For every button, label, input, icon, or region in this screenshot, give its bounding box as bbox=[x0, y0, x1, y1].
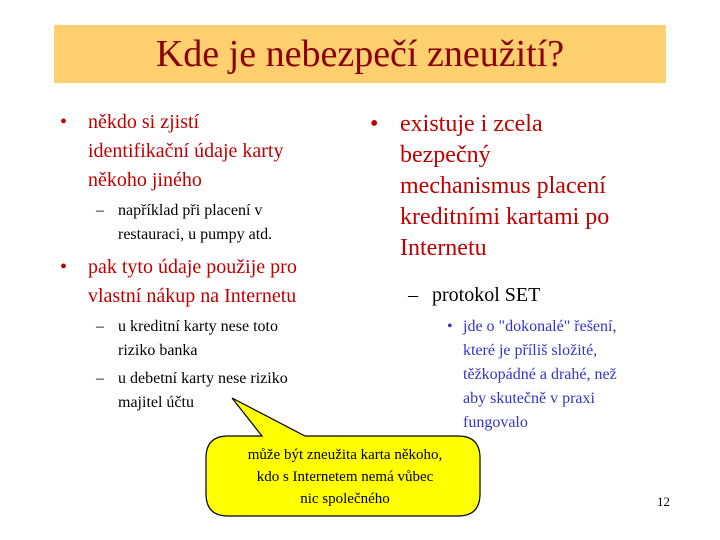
bullet-line: vlastní nákup na Internetu bbox=[88, 285, 297, 307]
page-number: 12 bbox=[657, 494, 670, 509]
bullet-line: mechanismus placení bbox=[400, 173, 606, 199]
bullet-line: těžkopádné a drahé, než bbox=[463, 366, 617, 383]
callout-line: nic společného bbox=[300, 491, 390, 507]
bullet-line: kreditními kartami po bbox=[400, 204, 610, 230]
bullet-line: fungovalo bbox=[463, 414, 528, 431]
bullet-line: například při placení v bbox=[118, 202, 263, 219]
bullet-line: riziko banka bbox=[118, 342, 198, 359]
callout-text bbox=[210, 444, 480, 510]
bullet-line: u kreditní karty nese toto bbox=[118, 318, 278, 335]
bullet-line: jde o "dokonalé" řešení, bbox=[463, 318, 617, 335]
bullet-line: někdo si zjistí bbox=[88, 111, 200, 133]
callout-line: může být zneužita karta někoho, bbox=[247, 447, 443, 463]
slide-title: Kde je nebezpečí zneužití? bbox=[155, 33, 565, 75]
dash-dot: – bbox=[408, 284, 418, 306]
bullet-line: které je příliš složité, bbox=[463, 342, 598, 359]
bullet-line: u debetní karty nese riziko bbox=[118, 370, 288, 387]
bullet-line: protokol SET bbox=[432, 284, 541, 306]
bullet-dot: • bbox=[60, 111, 68, 133]
dash-dot: – bbox=[96, 202, 104, 219]
bullet-line: pak tyto údaje použije pro bbox=[88, 256, 297, 278]
bullet-line: Internetu bbox=[400, 235, 487, 261]
bullet-line: někoho jiného bbox=[88, 169, 202, 191]
dash-dot: – bbox=[96, 370, 104, 387]
bullet-line: bezpečný bbox=[400, 142, 491, 168]
bullet-line: majitel účtu bbox=[118, 394, 194, 411]
dash-dot: – bbox=[96, 318, 104, 335]
bullet-line: identifikační údaje karty bbox=[88, 140, 284, 162]
bullet-dot: • bbox=[447, 318, 453, 335]
bullet-line: existuje i zcela bbox=[400, 111, 543, 137]
callout-line: kdo s Internetem nemá vůbec bbox=[256, 469, 434, 485]
bullet-line: restauraci, u pumpy atd. bbox=[118, 226, 273, 243]
bullet-line: aby skutečně v praxi bbox=[463, 390, 595, 407]
bullet-dot: • bbox=[370, 111, 379, 137]
bullet-dot: • bbox=[60, 256, 68, 278]
